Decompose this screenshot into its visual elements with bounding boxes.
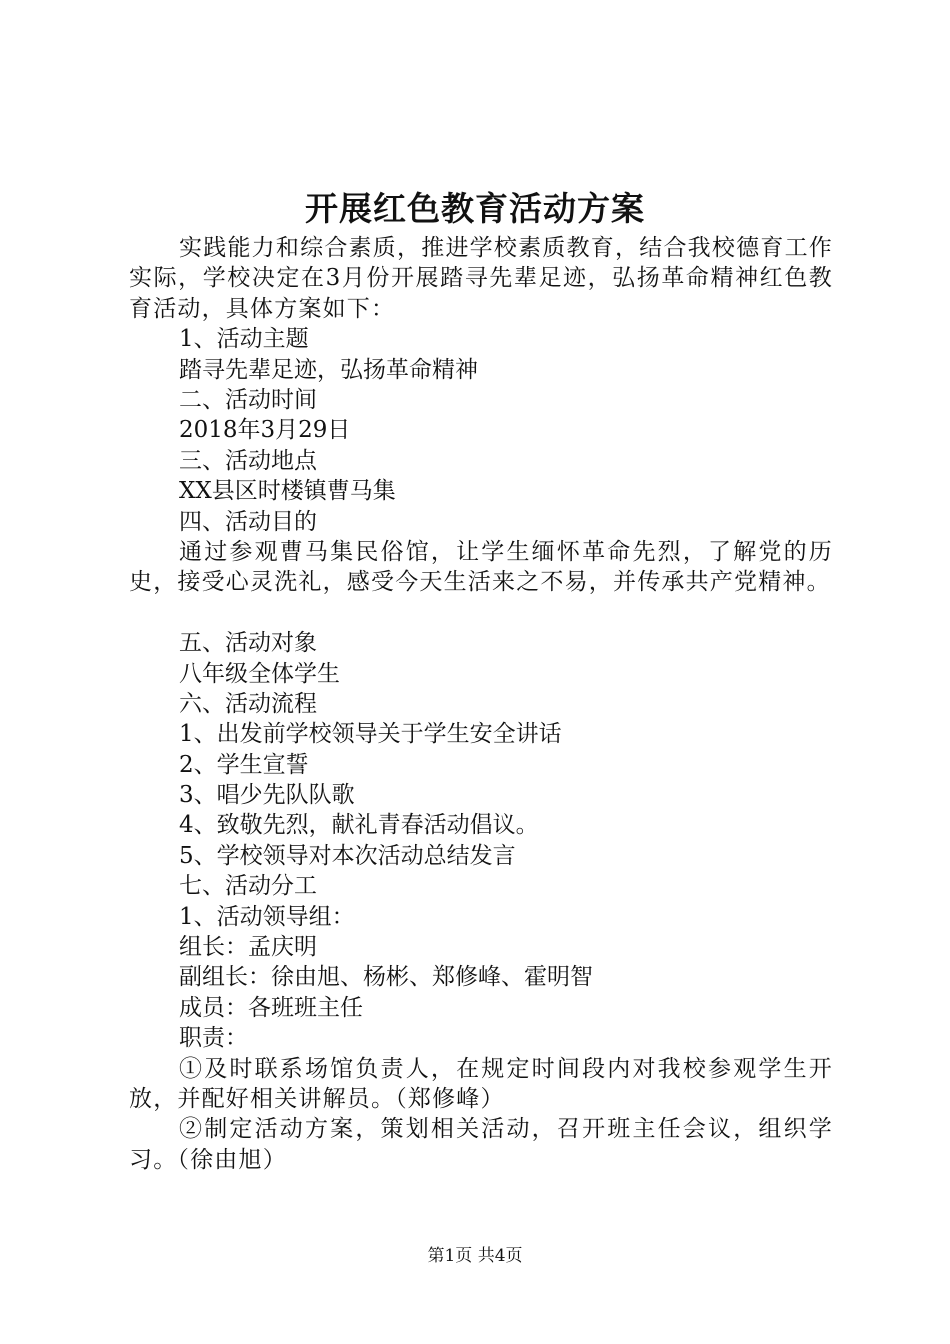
flow-item: 1、出发前学校领导关于学生安全讲话 <box>179 721 562 748</box>
document-body <box>129 233 833 1175</box>
members-line: 成员：各班班主任 <box>179 994 363 1021</box>
duties-heading: 职责： <box>179 1025 248 1052</box>
section-3-content: XX县区时楼镇曹马集 <box>179 478 396 505</box>
section-6-heading: 六、活动流程 <box>179 690 317 717</box>
section-2-heading: 二、活动时间 <box>179 386 317 413</box>
duty-1: ①及时联系场馆负责人，在规定时间段内对我校参观学生开放，并配好相关讲解员。（郑修峰） <box>129 1055 833 1112</box>
section-3-heading: 三、活动地点 <box>179 447 317 474</box>
group-heading: 1、活动领导组： <box>179 903 355 930</box>
duty-2: ②制定活动方案，策划相关活动，召开班主任会议，组织学习。（徐由旭） <box>129 1116 833 1173</box>
intro-paragraph: 实践能力和综合素质，推进学校素质教育，结合我校德育工作实际，学校决定在3月份开展踏寻先辈足迹，弘扬革命精神红色教育活动，具体方案如下： <box>129 235 833 322</box>
section-7-heading: 七、活动分工 <box>179 873 317 900</box>
page-footer: 第1页 共4页 <box>427 1246 523 1266</box>
deputy-line: 副组长：徐由旭、杨彬、郑修峰、霍明智 <box>179 964 593 991</box>
flow-item: 2、学生宣誓 <box>179 751 309 778</box>
section-4-heading: 四、活动目的 <box>179 508 317 535</box>
section-1-heading: 1、活动主题 <box>179 326 309 353</box>
section-2-content: 2018年3月29日 <box>179 417 351 444</box>
flow-item: 3、唱少先队队歌 <box>179 782 355 809</box>
section-4-content: 通过参观曹马集民俗馆，让学生缅怀革命先烈，了解党的历史，接受心灵洗礼，感受今天生活来之不易，并传承共产党精神。 <box>129 538 833 596</box>
section-1-content: 踏寻先辈足迹，弘扬革命精神 <box>179 356 478 383</box>
leader-line: 组长：孟庆明 <box>179 934 317 961</box>
section-5-heading: 五、活动对象 <box>179 630 317 657</box>
flow-item: 4、致敬先烈，献礼青春活动倡议。 <box>179 812 539 839</box>
flow-item: 5、学校领导对本次活动总结发言 <box>179 842 516 869</box>
section-5-content: 八年级全体学生 <box>179 660 340 687</box>
document-title: 开展红色教育活动方案 <box>305 189 645 228</box>
